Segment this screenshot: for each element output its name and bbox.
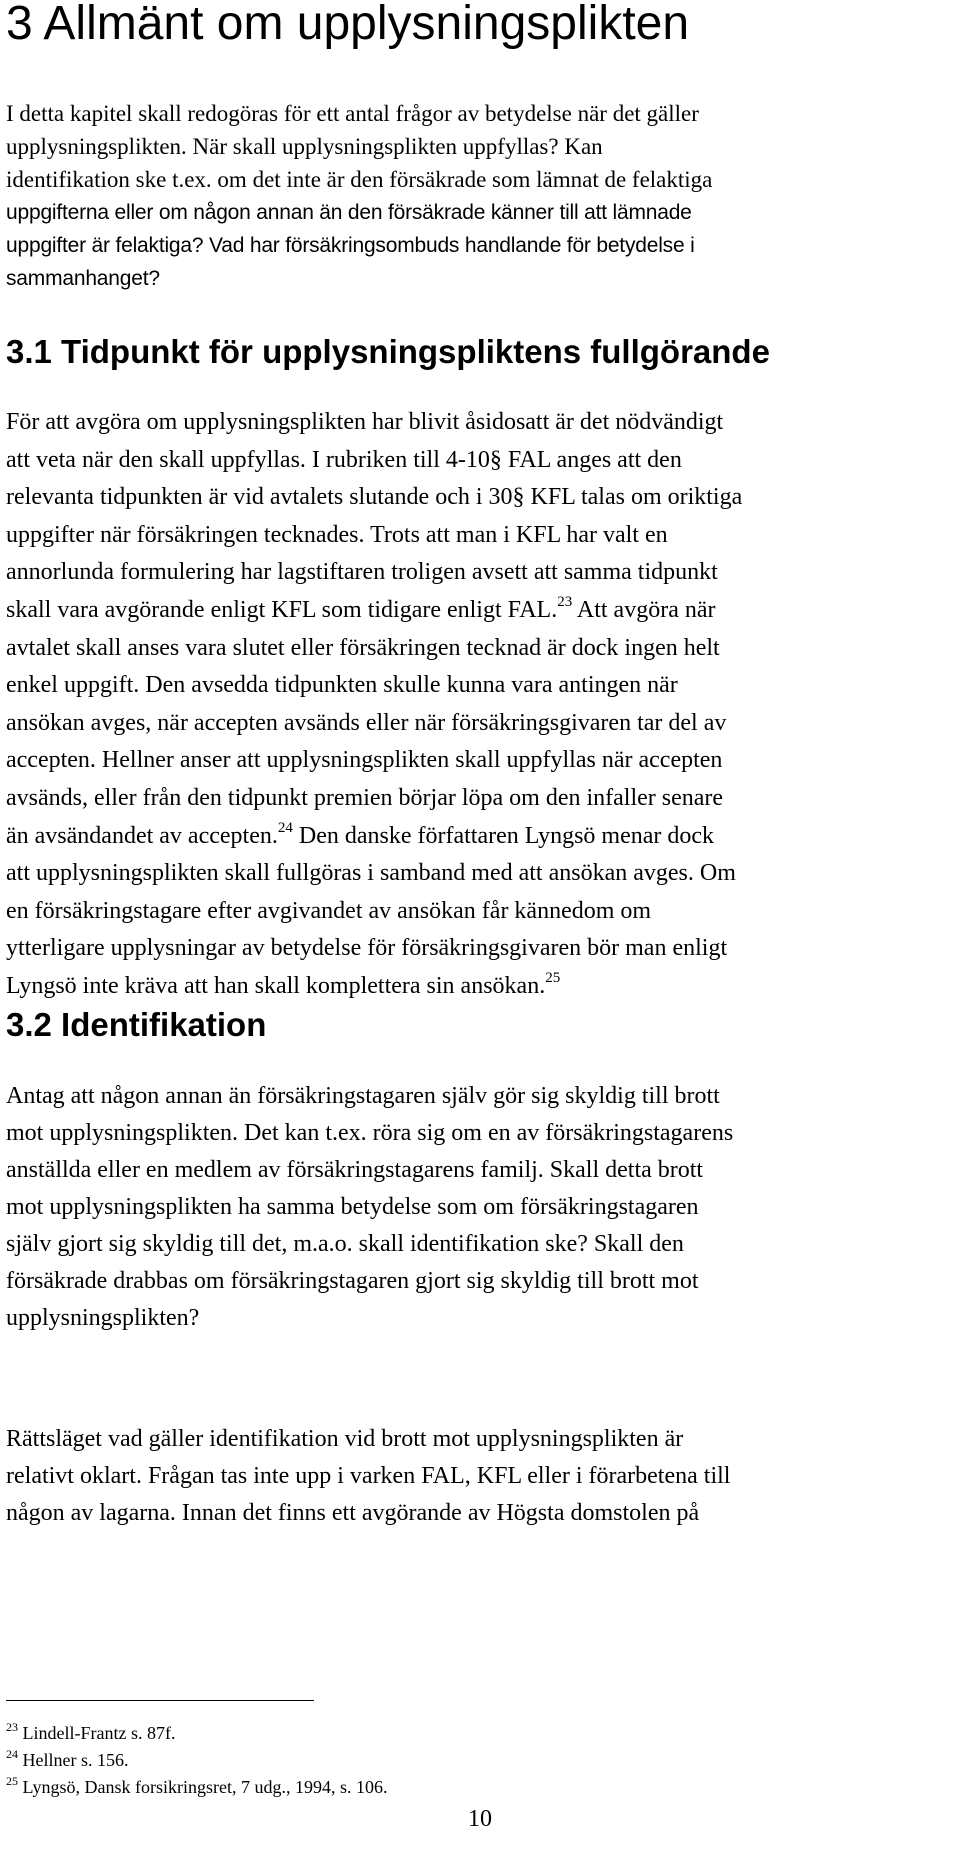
body-line: relevanta tidpunkten är vid avtalets slutande och i 30§ KFL talas om oriktiga xyxy=(6,484,743,511)
body-line: accepten. Hellner anser att upplysningsplikten skall uppfyllas när accepten xyxy=(6,747,723,774)
body-line: uppgifter när försäkringen tecknades. Trots att man i KFL har valt en xyxy=(6,521,668,548)
body-line: att veta när den skall uppfyllas. I rubriken till 4-10§ FAL anges att den xyxy=(6,446,682,473)
footnote-25 xyxy=(6,1774,387,1801)
body-line: För att avgöra om upplysningsplikten har blivit åsidosatt är det nödvändigt xyxy=(6,409,724,435)
body-text: Att avgöra när xyxy=(572,596,716,623)
footnote-text: Lindell-Frantz s. 87f. xyxy=(18,1723,176,1743)
intro-line: I detta kapitel skall redogöras för ett antal frågor av betydelse när det gäller xyxy=(6,101,699,126)
body-line: ansökan avges, när accepten avsänds eller när försäkringsgivaren tar del av xyxy=(6,709,727,736)
body-line: försäkrade drabbas om försäkringstagaren gjort sig skyldig till brott mot xyxy=(6,1268,699,1294)
section-heading-3-2: 3.2 Identifikation xyxy=(6,1006,267,1043)
body-line: en försäkringstagare efter avgivandet av ansökan får kännedom om xyxy=(6,897,652,924)
body-line: mot upplysningsplikten ha samma betydelse som om försäkringstagaren xyxy=(6,1194,699,1220)
footnotes xyxy=(6,1720,387,1801)
body-line: relativt oklart. Frågan tas inte upp i varken FAL, KFL eller i förarbetena till xyxy=(6,1463,731,1489)
body-line: upplysningsplikten? xyxy=(6,1305,200,1331)
intro-line: identifikation ske t.ex. om det inte är den försäkrade som lämnat de felaktiga xyxy=(6,167,713,192)
body-line: Antag att någon annan än försäkringstagaren själv gör sig skyldig till brott xyxy=(6,1083,720,1109)
intro-line: upplysningsplikten. När skall upplysningsplikten uppfyllas? Kan xyxy=(6,134,603,159)
chapter-heading: 3 Allmänt om upplysningsplikten xyxy=(6,0,690,50)
section-3-2-paragraph-2 xyxy=(6,1421,956,1532)
body-text: Den danske författaren Lyngsö menar dock xyxy=(292,822,715,849)
body-line xyxy=(6,818,956,856)
footnote-number: 25 xyxy=(6,1774,18,1788)
section-3-2-paragraph-1 xyxy=(6,1078,956,1337)
footnote-23 xyxy=(6,1720,387,1747)
body-line: själv gjort sig skyldig till det, m.a.o. skall identifikation ske? Skall den xyxy=(6,1231,684,1257)
footnote-separator xyxy=(6,1700,314,1701)
footnote-text: Hellner s. 156. xyxy=(18,1750,129,1770)
footnote-number: 24 xyxy=(6,1747,18,1761)
footnote-24 xyxy=(6,1747,387,1774)
footnote-ref-25[interactable]: 25 xyxy=(545,969,561,986)
body-line: avtalet skall anses vara slutet eller försäkringen tecknad är dock ingen helt xyxy=(6,634,720,661)
intro-line: sammanhanget? xyxy=(6,267,160,290)
footnote-number: 23 xyxy=(6,1720,18,1734)
body-line: avsänds, eller från den tidpunkt premien börjar löpa om den infaller senare xyxy=(6,784,724,811)
footnote-ref-23[interactable]: 23 xyxy=(557,593,573,610)
body-text: Lyngsö inte kräva att han skall komplettera sin ansökan. xyxy=(6,972,546,999)
body-line: annorlunda formulering har lagstiftaren troligen avsett att samma tidpunkt xyxy=(6,559,718,586)
footnote-text: Lyngsö, Dansk forsikringsret, 7 udg., 1994, s. 106. xyxy=(18,1777,388,1797)
section-3-1-paragraph xyxy=(6,404,956,1006)
section-heading-3-1: 3.1 Tidpunkt för upplysningspliktens fullgörande xyxy=(6,333,770,370)
body-text: skall vara avgörande enligt KFL som tidigare enligt FAL. xyxy=(6,596,558,623)
body-line: anställda eller en medlem av försäkringstagarens familj. Skall detta brott xyxy=(6,1157,704,1183)
body-line xyxy=(6,968,956,1006)
body-line: Rättsläget vad gäller identifikation vid brott mot upplysningsplikten är xyxy=(6,1426,684,1452)
intro-line: uppgifter är felaktiga? Vad har försäkringsombuds handlande för betydelse i xyxy=(6,234,695,257)
body-line: enkel uppgift. Den avsedda tidpunkten skulle kunna vara antingen när xyxy=(6,672,678,699)
body-text: än avsändandet av accepten. xyxy=(6,822,278,849)
body-line: mot upplysningsplikten. Det kan t.ex. röra sig om en av försäkringstagarens xyxy=(6,1120,734,1146)
body-line xyxy=(6,592,956,630)
page-number: 10 xyxy=(468,1806,492,1832)
footnote-ref-24[interactable]: 24 xyxy=(277,819,293,836)
chapter-intro-paragraph xyxy=(6,97,956,295)
intro-line: uppgifterna eller om någon annan än den försäkrade känner till att lämnade xyxy=(6,201,692,224)
body-line: någon av lagarna. Innan det finns ett avgörande av Högsta domstolen på xyxy=(6,1500,700,1526)
body-line: ytterligare upplysningar av betydelse för försäkringsgivaren bör man enligt xyxy=(6,935,728,962)
body-line: att upplysningsplikten skall fullgöras i samband med att ansökan avges. Om xyxy=(6,860,736,887)
